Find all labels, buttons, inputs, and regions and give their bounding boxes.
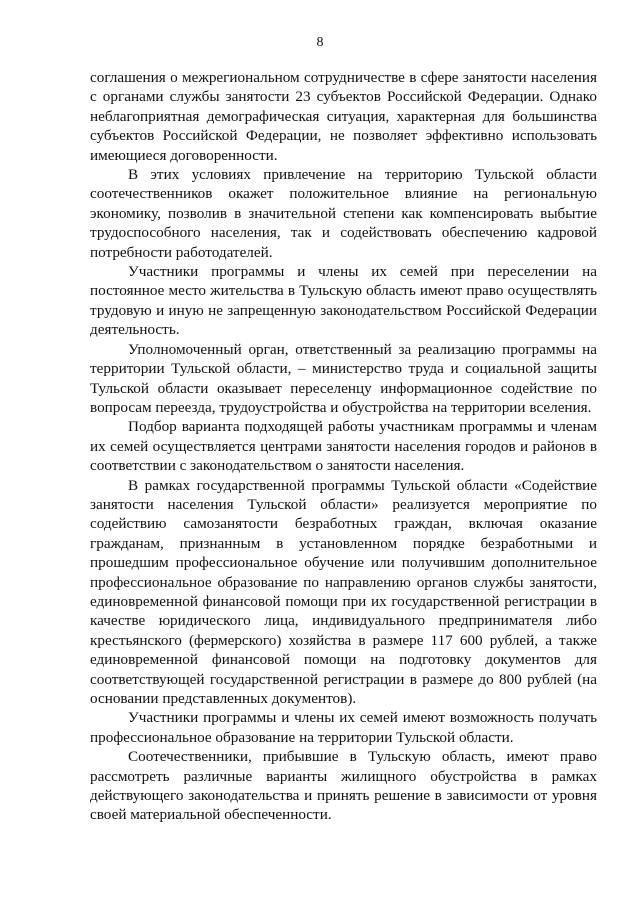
paragraph: Соотечественники, прибывшие в Тульскую область, имеют право рассмотреть различные варианты жилищного обустройства в рамках действующего законодательства и принять решение в зависимости от уровня своей материальной обеспеченности. — [90, 748, 597, 824]
paragraph: Подбор варианта подходящей работы участникам программы и членам их семей осуществляется центрами занятости населения городов и районов в соответствии с законодательством о занятости населения. — [90, 418, 597, 475]
paragraph: Участники программы и члены их семей при переселении на постоянное место жительства в Тульскую область имеют право осуществлять трудовую и иную не запрещенную законодательством Российской Федерации деятельность. — [90, 263, 597, 339]
paragraph: Участники программы и члены их семей имеют возможность получать профессиональное образование на территории Тульской области. — [90, 709, 597, 746]
document-body — [90, 68, 597, 825]
page-number: 8 — [316, 35, 324, 50]
paragraph: Уполномоченный орган, ответственный за реализацию программы на территории Тульской области, – министерство труда и социальной защиты Тульской области оказывает переселенцу информационное содействие по вопросам переезда, трудоустройства и обустройства на территории вселения. — [90, 340, 597, 416]
paragraph-continued: соглашения о межрегиональном сотрудничестве в сфере занятости населения с органами службы занятости 23 субъектов Российской Федерации. Однако неблагоприятная демографическая ситуация, характерная для большинства субъектов Российской Федерации, не позволяет эффективно использовать имеющиеся договоренности. — [90, 69, 597, 164]
paragraph: В рамках государственной программы Тульской области «Содействие занятости населения Тульской области» реализуется мероприятие по содействию самозанятости безработных граждан, включая оказание гражданам, признанным в установленном порядке безработными и прошедшим профессиональное обучение или получившим дополнительное профессиональное образование по направлению органов службы занятости, единовременной финансовой помощи при их государственной регистрации в качестве юридического лица, индивидуального предпринимателя либо крестьянского (фермерского) хозяйства в размере 117 600 рублей, а также единовременной финансовой помощи на подготовку документов для соответствующей государственной регистрации в размере до 800 рублей (на основании представленных документов). — [90, 476, 597, 707]
paragraph: В этих условиях привлечение на территорию Тульской области соотечественников окажет положительное влияние на региональную экономику, позволив в значительной степени как компенсировать выбытие трудоспособного населения, так и содействовать обеспечению кадровой потребности работодателей. — [90, 166, 597, 261]
